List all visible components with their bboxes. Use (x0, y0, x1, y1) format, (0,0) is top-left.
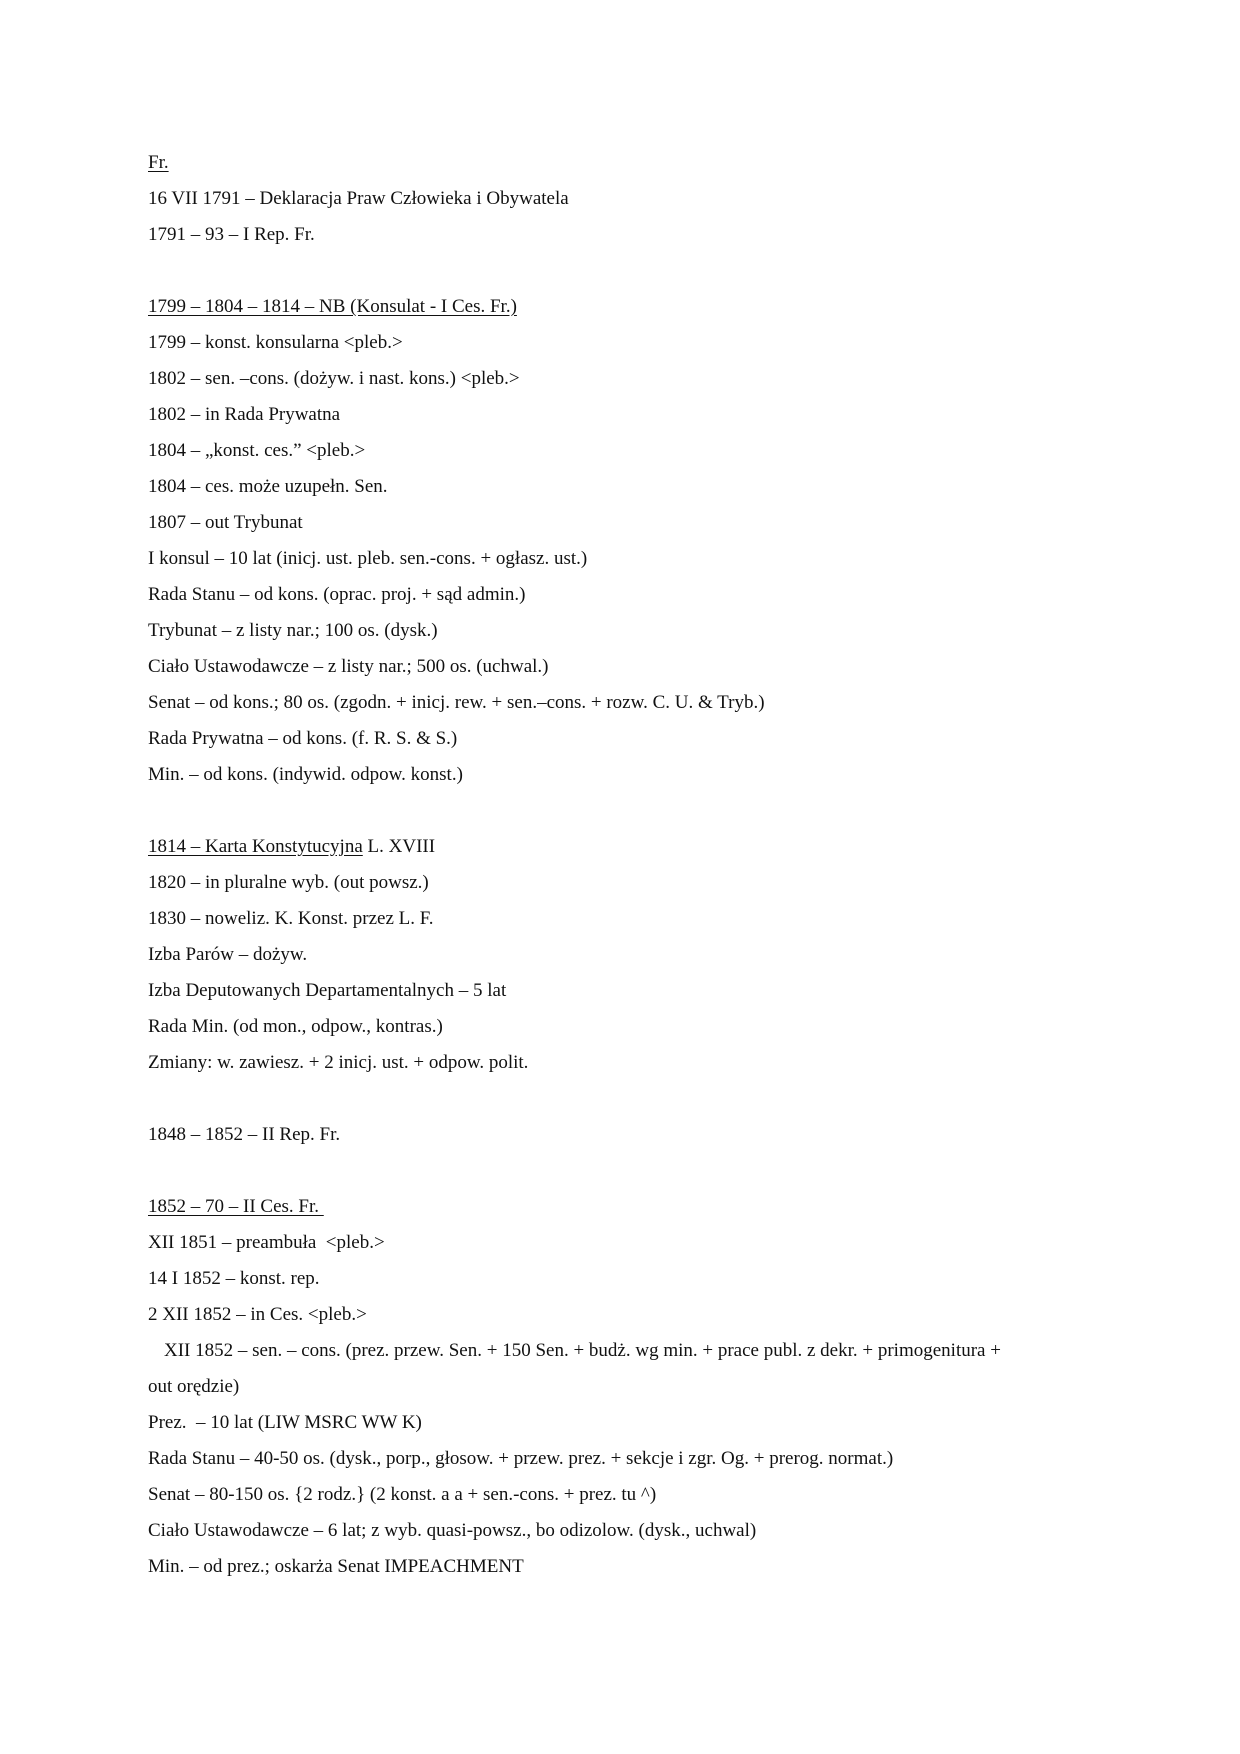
heading-second-empire (148, 1189, 1108, 1225)
blank-line (148, 253, 1108, 289)
text-line: 16 VII 1791 – Deklaracja Praw Człowieka i Obywatela (148, 188, 569, 209)
text-line: 1830 – noweliz. K. Konst. przez L. F. (148, 908, 434, 929)
text-line: 1804 – „konst. ces.” <pleb.> (148, 440, 366, 461)
text-line: Izba Parów – dożyw. (148, 944, 308, 965)
text-line: 1820 – in pluralne wyb. (out powsz.) (148, 872, 429, 893)
text-line: Ciało Ustawodawcze – 6 lat; z wyb. quasi-powsz., bo odizolow. (dysk., uchwal) (148, 1520, 757, 1541)
heading-charter-underlined: 1814 – Karta Konstytucyjna (148, 836, 363, 857)
text-line: 1802 – sen. –cons. (dożyw. i nast. kons.) <pleb.> (148, 368, 520, 389)
blank-line (148, 1153, 1108, 1189)
text-line: Izba Deputowanych Departamentalnych – 5 lat (148, 980, 507, 1001)
text-line: 1791 – 93 – I Rep. Fr. (148, 224, 315, 245)
heading-consulate (148, 289, 1108, 325)
text-line: Min. – od kons. (indywid. odpow. konst.) (148, 764, 463, 785)
text-line: Rada Stanu – 40-50 os. (dysk., porp., głosow. + przew. prez. + sekcje i zgr. Og. + prerog. normat.) (148, 1448, 894, 1469)
text-line: 2 XII 1852 – in Ces. <pleb.> (148, 1304, 367, 1325)
text-line: I konsul – 10 lat (inicj. ust. pleb. sen.-cons. + ogłasz. ust.) (148, 548, 588, 569)
text-line: 1802 – in Rada Prywatna (148, 404, 341, 425)
text-line: Prez. – 10 lat (LIW MSRC WW K) (148, 1412, 422, 1433)
text-line: 1807 – out Trybunat (148, 512, 303, 533)
text-line-second-republic: 1848 – 1852 – II Rep. Fr. (148, 1124, 341, 1145)
heading-france: Fr. (148, 152, 169, 173)
heading-charter-rest: L. XVIII (362, 836, 436, 857)
text-line: Zmiany: w. zawiesz. + 2 inicj. ust. + odpow. polit. (148, 1052, 529, 1073)
text-line: Rada Prywatna – od kons. (f. R. S. & S.) (148, 728, 458, 749)
text-line: Rada Min. (od mon., odpow., kontras.) (148, 1016, 443, 1037)
text-line: Senat – 80-150 os. {2 rodz.} (2 konst. a a + sen.-cons. + prez. tu ^) (148, 1484, 657, 1505)
text-line: 1804 – ces. może uzupełn. Sen. (148, 476, 388, 497)
document-body (148, 145, 1108, 1585)
text-line-wrapped-start: XII 1852 – sen. – cons. (prez. przew. Sen. + 150 Sen. + budż. wg min. + prace publ. z dekr. + primogenitura + (164, 1340, 1001, 1361)
text-line: XII 1851 – preambuła <pleb.> (148, 1232, 385, 1253)
text-line-wrapped-end: out orędzie) (148, 1376, 240, 1397)
heading-consulate-text: 1799 – 1804 – 1814 – NB (Konsulat - I Ces. Fr.) (148, 296, 517, 317)
text-line: Trybunat – z listy nar.; 100 os. (dysk.) (148, 620, 438, 641)
blank-line (148, 1081, 1108, 1117)
blank-line (148, 793, 1108, 829)
text-line: Min. – od prez.; oskarża Senat IMPEACHMENT (148, 1556, 524, 1577)
text-line: Ciało Ustawodawcze – z listy nar.; 500 os. (uchwal.) (148, 656, 549, 677)
text-line: Senat – od kons.; 80 os. (zgodn. + inicj. rew. + sen.–cons. + rozw. C. U. & Tryb.) (148, 692, 765, 713)
heading-second-empire-text: 1852 – 70 – II Ces. Fr. (148, 1196, 324, 1217)
text-line: 14 I 1852 – konst. rep. (148, 1268, 320, 1289)
heading-charter (148, 829, 1108, 865)
text-line: Rada Stanu – od kons. (oprac. proj. + sąd admin.) (148, 584, 526, 605)
text-line: 1799 – konst. konsularna <pleb.> (148, 332, 403, 353)
